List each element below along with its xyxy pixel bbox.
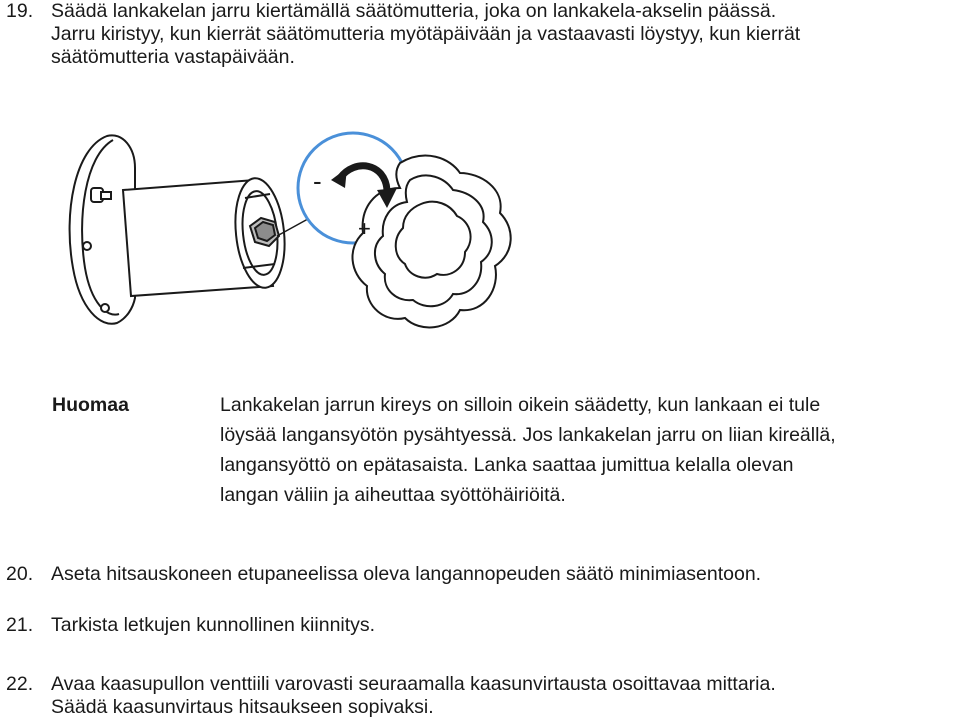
note-text [220, 390, 957, 510]
step-number: 19. [6, 0, 34, 22]
step-22 [6, 673, 951, 719]
note-text-line: langansyöttö on epätasaista. Lanka saattaa jumittua kelalla olevan [220, 454, 794, 476]
note-text-line: langan väliin ja aiheuttaa syöttöhäiriöitä. [220, 484, 566, 506]
step-text-line: Säädä lankakelan jarru kiertämällä säätömutteria, joka on lankakela-akselin päässä. [51, 0, 777, 22]
minus-sign: - [313, 166, 322, 196]
step-text-line: Tarkista letkujen kunnollinen kiinnitys. [51, 614, 376, 636]
note-label: Huomaa [52, 394, 129, 416]
step-text-line: Säädä kaasunvirtaus hitsaukseen sopivaksi. [51, 696, 434, 718]
plus-sign: + [358, 216, 371, 241]
step-text [51, 0, 951, 69]
step-text-line: Avaa kaasupullon venttiili varovasti seuraamalla kaasunvirtausta osoittavaa mittaria. [51, 673, 776, 695]
step-text [51, 614, 951, 637]
step-text [51, 563, 951, 586]
note-text-line: Lankakelan jarrun kireys on silloin oikein säädetty, kun lankaan ei tule [220, 394, 821, 416]
note-box [52, 390, 957, 510]
step-21 [6, 614, 951, 637]
step-text-line: Aseta hitsauskoneen etupaneelissa oleva langannopeuden säätö minimiasentoon. [51, 563, 762, 585]
step-text-line: Jarru kiristyy, kun kierrät säätömutteria myötäpäivään ja vastaavasti löystyy, kun kierrät [51, 23, 801, 45]
step-number: 22. [6, 673, 34, 695]
spool-brake-illustration [55, 118, 525, 363]
note-text-line: löysää langansyötön pysähtyessä. Jos lankakelan jarru on liian kireällä, [220, 424, 836, 446]
step-number: 21. [6, 614, 34, 636]
step-text-line: säätömutteria vastapäivään. [51, 46, 295, 68]
step-text [51, 673, 951, 719]
step-20 [6, 563, 951, 586]
step-19 [6, 0, 951, 69]
step-number: 20. [6, 563, 34, 585]
